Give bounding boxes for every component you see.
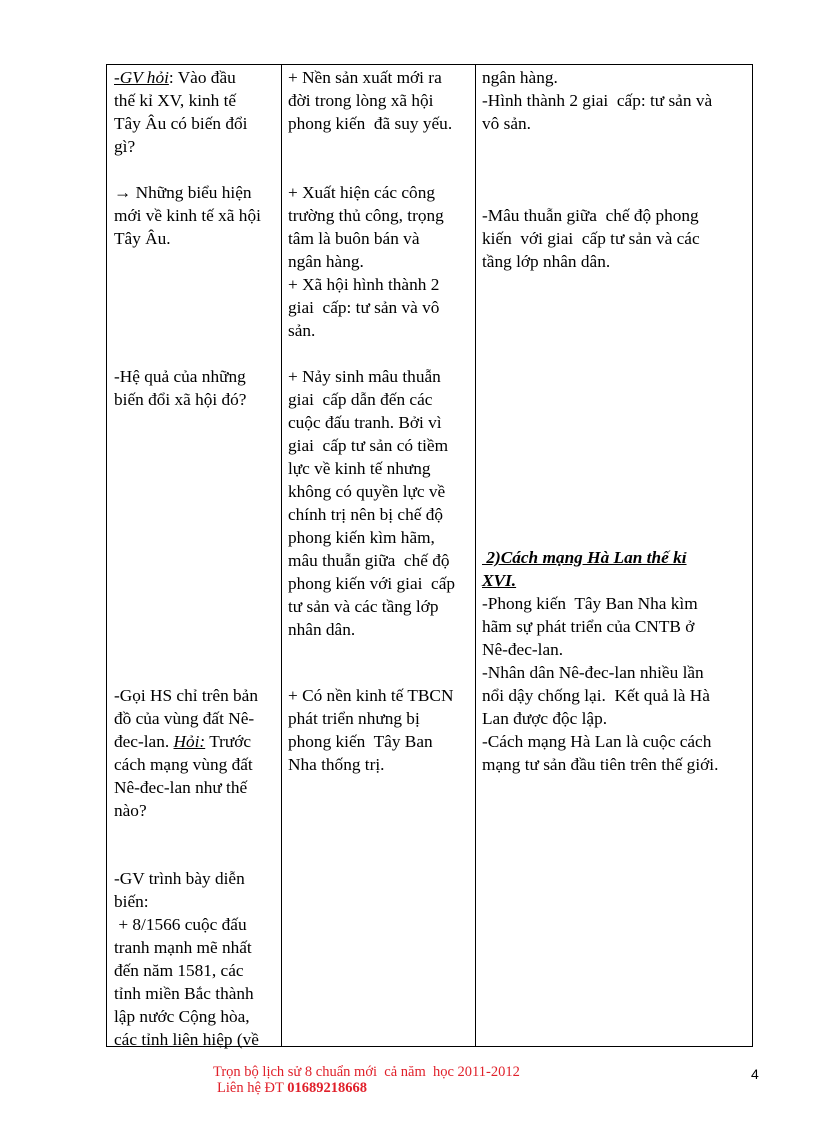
content-classes: ngân hàng. -Hình thành 2 giai cấp: tư sản và vô sản. bbox=[482, 68, 713, 133]
section-dutch-revolution: 2)Cách mạng Hà Lan thế kỉ XVI. -Phong kiến Tây Ban Nha kìm hãm sự phát triển của CNTB ở Nê-đec-lan. -Nhân dân Nê-đec-lan nhiều lần nổi dậy chống lại. Kết quả là Hà Lan được độc lập. -Cách mạng Hà Lan là cuộc cách mạng tư sản đầu tiên trên thế giới. bbox=[482, 546, 748, 776]
teacher-ask-label: -GV hỏi bbox=[114, 68, 169, 87]
section-heading-cont: XVI. bbox=[482, 571, 517, 590]
teacher-activity-cell bbox=[107, 65, 282, 1047]
page-number: 4 bbox=[751, 1066, 759, 1082]
page-footer bbox=[213, 1064, 520, 1096]
student-map-task: -Gọi HS chỉ trên bản đồ của vùng đất Nê- đec-lan. Hỏi: Trước cách mạng vùng đất Nê-đec-lan như thế nào? bbox=[114, 686, 258, 820]
footer-phone: 01689218668 bbox=[287, 1080, 367, 1096]
student-activity-cell bbox=[282, 65, 476, 1047]
teacher-presentation: -GV trình bày diễn biến: + 8/1566 cuộc đấu tranh mạnh mẽ nhất đến năm 1581, các tỉnh miền Bắc thành lập nước Cộng hòa, các tỉnh liên hiệp (về bbox=[114, 869, 259, 1049]
content-contradiction: -Mâu thuẫn giữa chế độ phong kiến với giai cấp tư sản và các tầng lớp nhân dân. bbox=[482, 206, 700, 271]
lesson-table bbox=[106, 64, 753, 1047]
question-consequences: -Hệ quả của những biến đổi xã hội đó? bbox=[114, 367, 247, 409]
question-economic-change: -GV hỏi: Vào đầu thế kỉ XV, kinh tế Tây Âu có biến đổi gì? bbox=[114, 68, 248, 156]
footer-contact: Liên hệ ĐT 01689218668 bbox=[217, 1080, 367, 1096]
answer-contradictions: + Nảy sinh mâu thuẫn giai cấp dẫn đến các cuộc đấu tranh. Bởi vì giai cấp tư sản có tiềm lực về kinh tế nhưng không có quyền lực về chính trị nên bị chế độ phong kiến kìm hãm, mâu thuẫn giữa chế độ phong kiến với giai cấp tư sản và các tầng lớp nhân dân. bbox=[288, 367, 456, 639]
new-manifestations-text: → Những biểu hiện mới về kinh tế xã hội Tây Âu. bbox=[114, 183, 261, 248]
table-row bbox=[107, 65, 753, 1047]
answer-new-production: + Nền sản xuất mới ra đời trong lòng xã hội phong kiến đã suy yếu. bbox=[288, 68, 453, 133]
answer-tbcn-economy: + Có nền kinh tế TBCN phát triển nhưng bị phong kiến Tây Ban Nha thống trị. bbox=[288, 686, 454, 774]
footer-title: Trọn bộ lịch sử 8 chuẩn mới cả năm học 2011-2012 bbox=[213, 1064, 520, 1080]
answer-workshops: + Xuất hiện các công trường thủ công, trọng tâm là buôn bán và ngân hàng. + Xã hội hình thành 2 giai cấp: tư sản và vô sản. bbox=[288, 183, 444, 340]
lesson-content-cell bbox=[476, 65, 753, 1047]
ask-label: Hỏi: bbox=[173, 732, 206, 751]
section-heading: 2)Cách mạng Hà Lan thế kỉ bbox=[482, 548, 687, 567]
